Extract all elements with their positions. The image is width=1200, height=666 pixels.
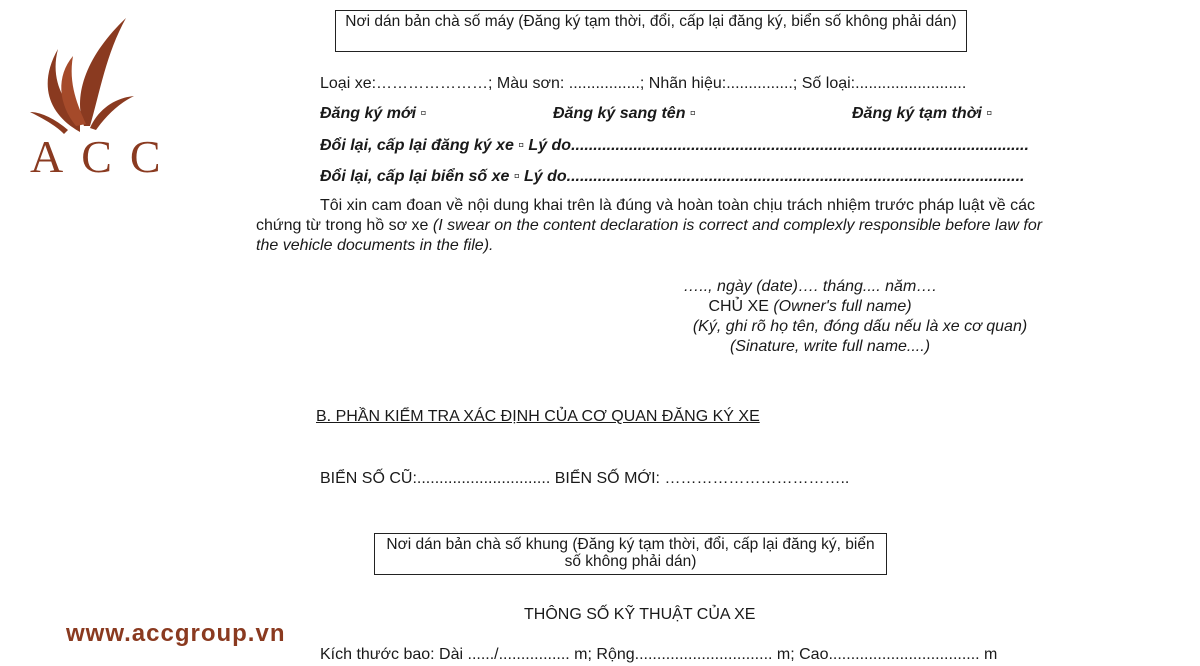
declaration-vi: Tôi xin cam đoan về nội dung khai trên là đúng và hoàn toàn chịu trách nhiệm trước pháp luật về các chứng từ trong hồ sơ xe [256,197,1035,234]
declaration-en: (I swear on the content declaration is correct and complexly responsible before law for the vehicle documents in the file). [256,217,1043,254]
register-transfer-checkbox[interactable]: Đăng ký sang tên ▫ [553,105,696,122]
sign-owner-en: (Owner's full name) [773,298,912,315]
signature-block [620,277,1100,357]
sign-owner-vi: CHỦ XE [708,298,769,315]
vehicle-info-line: Loại xe:…………………; Màu sơn: ................; Nhãn hiệu:...............; Số loại:......................... [320,75,967,92]
register-new-checkbox[interactable]: Đăng ký mới ▫ [320,105,427,122]
engine-number-box: Nơi dán bản chà số máy (Đăng ký tạm thời, đổi, cấp lại đăng ký, biển số không phải dán) [335,10,967,52]
section-b-heading: B. PHẦN KIỂM TRA XÁC ĐỊNH CỦA CƠ QUAN ĐĂNG KÝ XE [316,408,760,425]
plates-line: BIỂN SỐ CŨ:.............................. BIỂN SỐ MỚI: …………………………….. [320,470,850,487]
dimension-line: Kích thước bao: Dài ....../................ m; Rộng............................... m; Cao.................................. m [320,646,998,663]
sign-date: ….., ngày (date)…. tháng.... năm…. [683,278,937,295]
website-url: www.accgroup.vn [66,620,286,647]
sign-note-en: (Sinature, write full name....) [729,338,931,355]
declaration-paragraph [256,196,1056,256]
reissue-registration-line: Đổi lại, cấp lại đăng ký xe ▫ Lý do....................................................................................................... [320,137,1029,154]
logo-text: ACC [30,131,179,182]
register-temporary-checkbox[interactable]: Đăng ký tạm thời ▫ [852,105,992,122]
reissue-plate-line: Đổi lại, cấp lại biển số xe ▫ Lý do....................................................................................................... [320,168,1025,185]
spec-title: THÔNG SỐ KỸ THUẬT CỦA XE [524,606,756,623]
flame-logo-icon [28,14,138,134]
sign-owner [520,297,1100,317]
sign-note-vi: (Ký, ghi rõ họ tên, đóng dấu nếu là xe cơ quan) [692,318,1028,335]
chassis-number-box: Nơi dán bản chà số khung (Đăng ký tạm thời, đổi, cấp lại đăng ký, biển số không phải dán) [374,533,887,575]
